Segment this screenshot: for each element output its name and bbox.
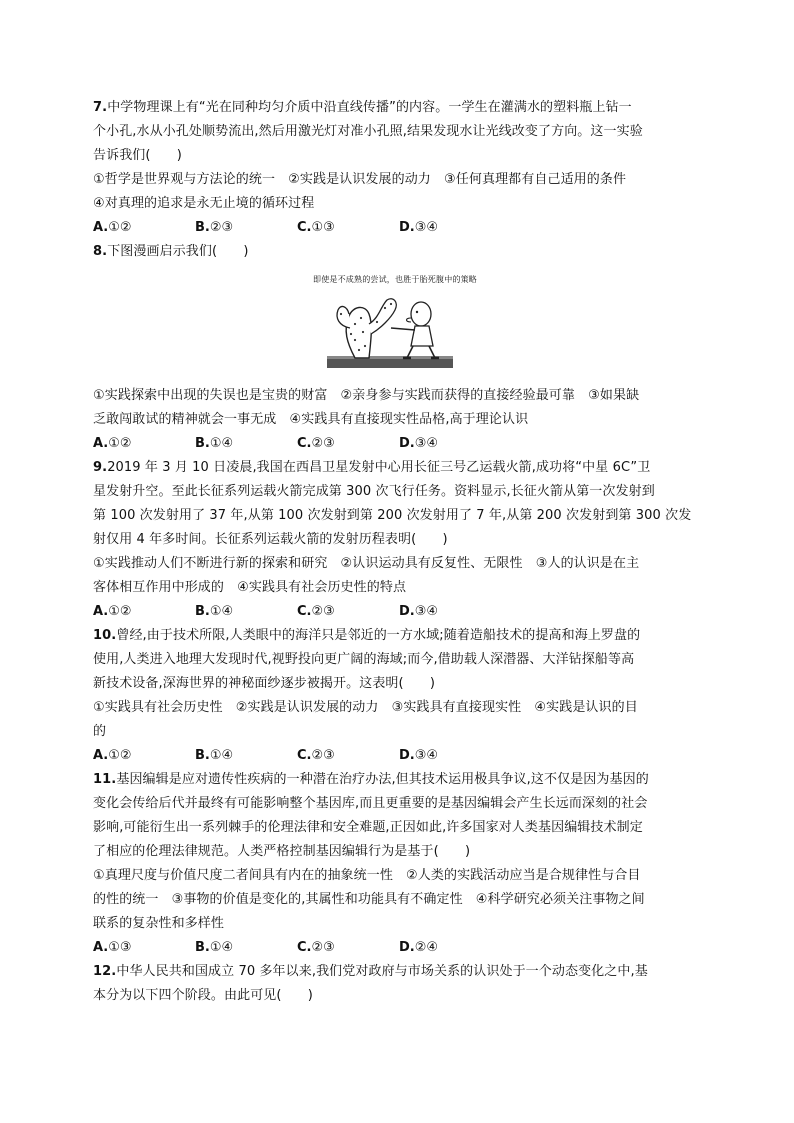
- option-d: D.③④: [399, 748, 439, 763]
- question-stem: 新技术设备,深海世界的神秘面纱逐步被揭开。这表明( ): [93, 676, 436, 691]
- question-stem: 射仅用 4 年多时间。长征系列运载火箭的发射历程表明( ): [93, 532, 448, 547]
- question-number: 11.: [93, 772, 117, 787]
- question-stem: 影响,可能衍生出一系列棘手的伦理法律和安全难题,正因如此,许多国家对人类基因编辑技术制定: [93, 820, 643, 835]
- option-c: C.②③: [297, 940, 335, 955]
- question-stem: 星发射升空。至此长征系列运载火箭完成第 300 次飞行任务。资料显示,长征火箭从第一次发射到: [93, 484, 655, 499]
- answer-options: [93, 216, 703, 240]
- option-d: D.③④: [399, 436, 439, 451]
- question-stem: 第 100 次发射用了 37 年,从第 100 次发射到第 200 次发射用了 7 年,从第 200 次发射到第 300 次发: [93, 508, 692, 523]
- option-c: C.①③: [297, 220, 335, 235]
- option-b: B.①④: [195, 940, 234, 955]
- question-stem: 使用,人类进入地理大发现时代,视野投向更广阔的海域;而今,借助载人深潜器、大洋钻探船等高: [93, 652, 635, 667]
- question-11: [93, 768, 703, 960]
- question-stem: 2019 年 3 月 10 日凌晨,我国在西昌卫星发射中心用长征三号乙运载火箭,成功将“中星 6C”卫: [107, 460, 651, 475]
- cartoon-caption: 即使是不成熟的尝试，也胜于胎死腹中的策略: [313, 275, 477, 284]
- question-number: 8.: [93, 244, 108, 259]
- option-a: A.①②: [93, 748, 132, 763]
- option-a: A.①③: [93, 940, 132, 955]
- statement-line: ①实践探索中出现的失误也是宝贵的财富 ②亲身参与实践而获得的直接经验最可靠 ③如果缺: [93, 388, 640, 403]
- statement-line: ①实践推动人们不断进行新的探索和研究 ②认识运动具有反复性、无限性 ③人的认识是在主: [93, 556, 640, 571]
- question-stem: 中学物理课上有“光在同种均匀介质中沿直线传播”的内容。一学生在灌满水的塑料瓶上钻一: [107, 100, 632, 115]
- option-a: A.①②: [93, 604, 132, 619]
- answer-options: [93, 744, 703, 768]
- question-stem: 告诉我们( ): [93, 148, 182, 163]
- question-stem: 本分为以下四个阶段。由此可见( ): [93, 988, 313, 1003]
- question-stem: 曾经,由于技术所限,人类眼中的海洋只是邻近的一方水域;随着造船技术的提高和海上罗盘的: [116, 628, 641, 643]
- option-d: D.②④: [399, 940, 439, 955]
- statement-line: 客体相互作用中形成的 ④实践具有社会历史性的特点: [93, 580, 407, 595]
- statement-line: 的性的统一 ③事物的价值是变化的,其属性和功能具有不确定性 ④科学研究必须关注事物之间: [93, 892, 645, 907]
- question-12: [93, 960, 703, 1008]
- question-number: 7.: [93, 100, 108, 115]
- option-b: B.①④: [195, 748, 234, 763]
- question-number: 12.: [93, 964, 117, 979]
- answer-options: [93, 432, 703, 456]
- question-stem: 个小孔,水从小孔处顺势流出,然后用激光灯对准小孔照,结果发现水让光线改变了方向。这一实验: [93, 124, 643, 139]
- question-10: [93, 624, 703, 768]
- option-d: D.③④: [399, 220, 439, 235]
- statement-line: ①真理尺度与价值尺度二者间具有内在的抽象统一性 ②人类的实践活动应当是合规律性与合目: [93, 868, 641, 883]
- option-b: B.①④: [195, 436, 234, 451]
- cartoon-figure: [93, 264, 703, 384]
- answer-options: [93, 936, 703, 960]
- question-stem: 了相应的伦理法律规范。人类严格控制基因编辑行为是基于( ): [93, 844, 471, 859]
- statement-line: 联系的复杂性和多样性: [93, 916, 225, 931]
- statement-line: 的: [93, 724, 107, 739]
- option-b: B.①④: [195, 604, 234, 619]
- question-stem: 变化会传给后代并最终有可能影响整个基因库,而且更重要的是基因编辑会产生长远而深刻的社会: [93, 796, 648, 811]
- exam-page: [93, 96, 703, 1008]
- question-stem: 下图漫画启示我们( ): [107, 244, 249, 259]
- statement-line: ④对真理的追求是永无止境的循环过程: [93, 196, 315, 211]
- option-c: C.②③: [297, 604, 335, 619]
- statement-line: ①哲学是世界观与方法论的统一 ②实践是认识发展的动力 ③任何真理都有自己适用的条件: [93, 172, 627, 187]
- statement-line: ①实践具有社会历史性 ②实践是认识发展的动力 ③实践具有直接现实性 ④实践是认识的目: [93, 700, 638, 715]
- option-c: C.②③: [297, 436, 335, 451]
- option-c: C.②③: [297, 748, 335, 763]
- cactus-cartoon-image: [325, 288, 455, 370]
- question-8: [93, 240, 703, 456]
- option-a: A.①②: [93, 220, 132, 235]
- question-number: 9.: [93, 460, 108, 475]
- answer-options: [93, 600, 703, 624]
- option-d: D.③④: [399, 604, 439, 619]
- question-7: [93, 96, 703, 240]
- question-number: 10.: [93, 628, 117, 643]
- option-b: B.②③: [195, 220, 234, 235]
- question-stem: 中华人民共和国成立 70 多年以来,我们党对政府与市场关系的认识处于一个动态变化之中,基: [116, 964, 648, 979]
- question-stem: 基因编辑是应对遗传性疾病的一种潜在治疗办法,但其技术运用极具争议,这不仅是因为基因的: [116, 772, 649, 787]
- statement-line: 乏敢闯敢试的精神就会一事无成 ④实践具有直接现实性品格,高于理论认识: [93, 412, 529, 427]
- question-9: [93, 456, 703, 624]
- option-a: A.①②: [93, 436, 132, 451]
